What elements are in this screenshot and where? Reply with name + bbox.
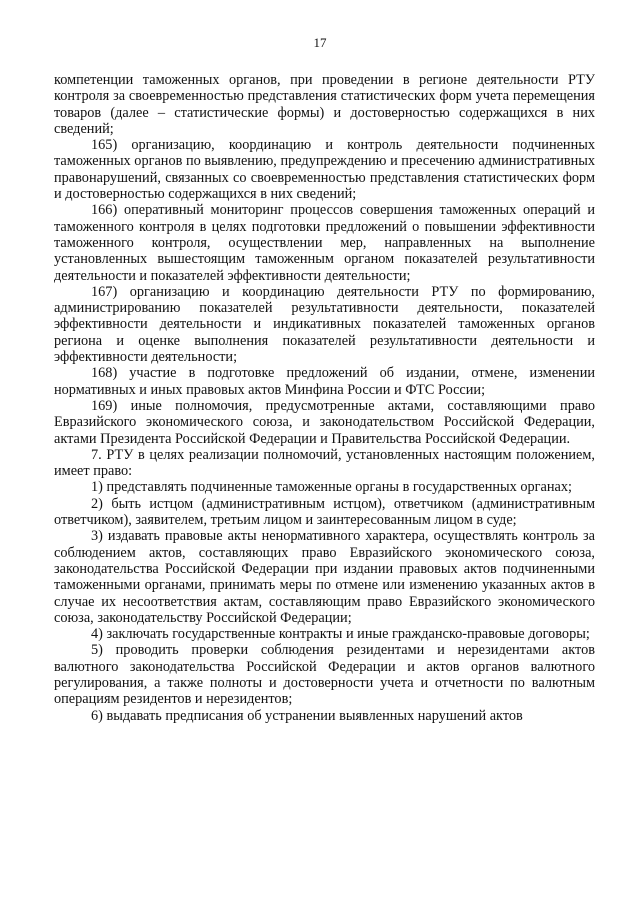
paragraph-right-2: 2) быть истцом (административным истцом), ответчиком (административным ответчиком), заявителем, третьим лицом и заинтересованным лицом в суде; [54, 495, 595, 529]
paragraph-item-167: 167) организацию и координацию деятельности РТУ по формированию, администрированию показателей результативности деятельности, показателей эффективности деятельности и индикативных показателей таможенных органов региона и оценке выполнения показателей результативности деятельности и эффективности деятельности; [54, 283, 595, 366]
paragraph-right-6: 6) выдавать предписания об устранении выявленных нарушений актов [91, 707, 523, 724]
paragraph-section-7: 7. РТУ в целях реализации полномочий, установленных настоящим положением, имеет право: [54, 446, 595, 480]
page-number: 17 [313, 35, 327, 50]
paragraph-right-5: 5) проводить проверки соблюдения резидентами и нерезидентами актов валютного законодательства Российской Федерации и актов органов валютного регулирования, а также полноты и достоверности учета и отчетности по валютным операциям резидентов и нерезидентов; [54, 642, 595, 708]
paragraph-continuation: компетенции таможенных органов, при проведении в регионе деятельности РТУ контроля за своевременностью представления статистических форм учета перемещения товаров (далее – статистические формы) и достоверностью содержащихся в них сведений; [54, 72, 595, 137]
paragraph-item-169: 169) иные полномочия, предусмотренные актами, составляющими право Евразийского экономического союза, и законодательством Российской Федерации, актами Президента Российской Федерации и Правительства Российской Федерации. [54, 397, 595, 447]
paragraph-right-3: 3) издавать правовые акты ненормативного характера, осуществлять контроль за соблюдением актов, составляющих право Евразийского экономического союза, законодательства Российской Федерации при издании правовых актов подчиненными таможенными органами, принимать меры по отмене или изменению указанных актов в случае их несоответствия актам, составляющим право Евразийского экономического союза, законодательству Российской Федерации; [54, 528, 595, 626]
paragraph-item-168: 168) участие в подготовке предложений об издании, отмене, изменении нормативных и иных правовых актов Минфина России и ФТС России; [54, 365, 595, 398]
document-body [54, 72, 595, 724]
paragraph-item-165: 165) организацию, координацию и контроль деятельности подчиненных таможенных органов по выявлению, предупреждению и пресечению административных правонарушений, связанных со своевременностью представления статистических форм и достоверностью содержащихся в них сведений; [54, 137, 595, 203]
paragraph-right-4: 4) заключать государственные контракты и иные гражданско-правовые договоры; [91, 626, 590, 643]
paragraph-item-166: 166) оперативный мониторинг процессов совершения таможенных операций и таможенного контроля в целях подготовки предложений о повышении эффективности таможенного контроля, осуществлении мер, направленных на выполнение установленных вышестоящим таможенным органом показателей результативности деятельности и показателей эффективности деятельности; [54, 202, 595, 284]
paragraph-right-1: 1) представлять подчиненные таможенные органы в государственных органах; [91, 479, 572, 496]
